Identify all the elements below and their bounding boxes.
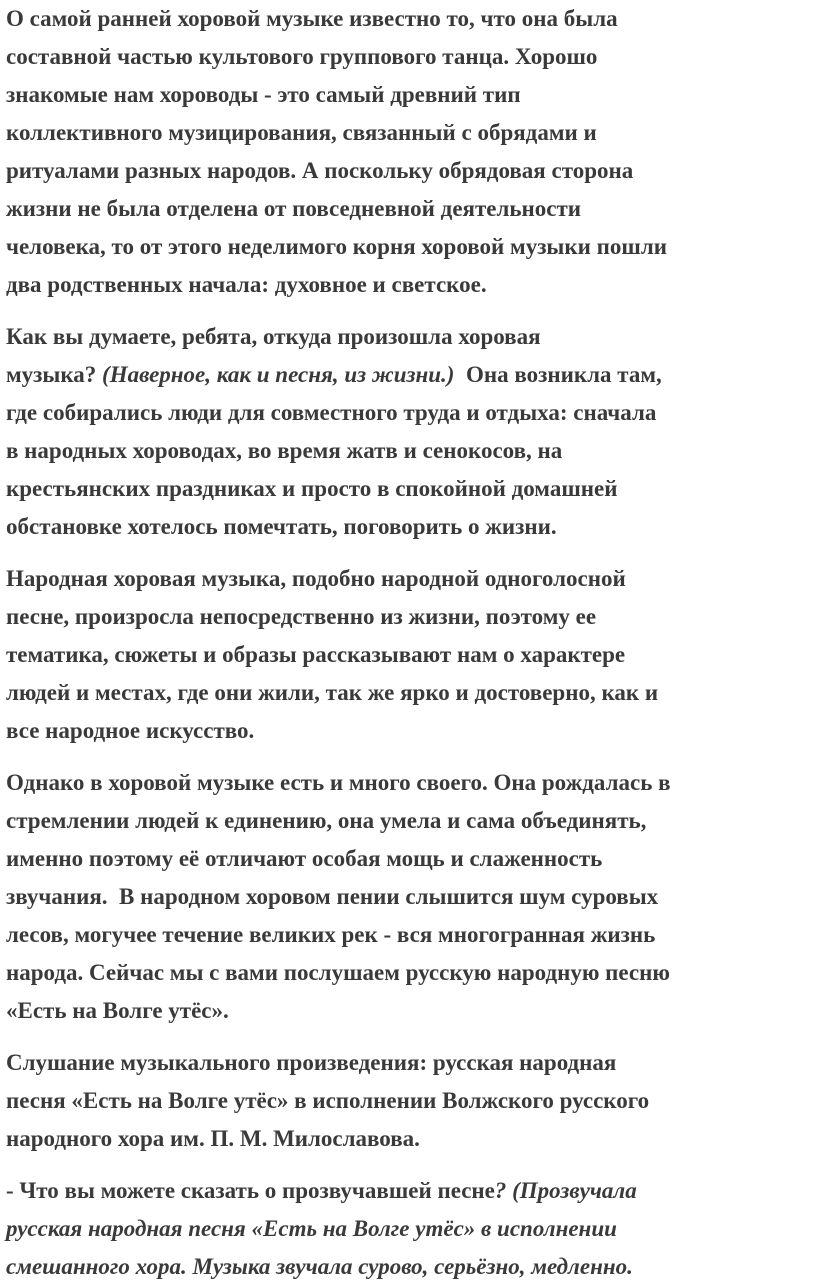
text-line: обстановке хотелось помечтать, поговорить о жизни. (6, 514, 557, 539)
text-line: Народная хоровая музыка, подобно народной одноголосной (6, 566, 626, 591)
paragraph-3 (6, 560, 812, 750)
text-line: людей и местах, где они жили, так же ярко и достоверно, как и (6, 680, 659, 705)
text-line: Слушание музыкального произведения: русская народная (6, 1050, 617, 1075)
text-line: звучания. В народном хоровом пении слышится шум суровых (6, 884, 659, 909)
italic-answer-line: смешанного хора. Музыка звучала сурово, серьёзно, медленно. (6, 1254, 633, 1279)
text-line: Как вы думаете, ребята, откуда произошла хоровая (6, 324, 541, 349)
text-line: знакомые нам хороводы - это самый древний тип (6, 82, 521, 107)
paragraph-6 (6, 1172, 812, 1286)
italic-answer-line: русская народная песня «Есть на Волге утёс» в исполнении (6, 1216, 617, 1241)
text-line: в народных хороводах, во время жатв и сенокосов, на (6, 438, 563, 463)
text-line: песне, произросла непосредственно из жизни, поэтому ее (6, 604, 597, 629)
text-line: «Есть на Волге утёс». (6, 998, 229, 1023)
text-line: составной частью культового группового танца. Хорошо (6, 44, 598, 69)
paragraph-1 (6, 0, 812, 304)
text-line: народа. Сейчас мы с вами послушаем русскую народную песню (6, 960, 670, 985)
text-line: два родственных начала: духовное и светское. (6, 272, 487, 297)
text-line-mixed (6, 356, 812, 394)
text-line: стремлении людей к единению, она умела и сама объединять, (6, 808, 647, 833)
text-line: лесов, могучее течение великих рек - вся многогранная жизнь (6, 922, 656, 947)
question-text: - Что вы можете сказать о прозвучавшей песне (6, 1178, 495, 1203)
text-line: тематика, сюжеты и образы рассказывают нам о характере (6, 642, 626, 667)
text-line-mixed (6, 1172, 812, 1210)
text-run: музыка? (6, 362, 103, 387)
paragraph-2 (6, 318, 812, 546)
text-line: О самой ранней хоровой музыке известно то, что она была (6, 6, 618, 31)
text-line: ритуалами разных народов. А поскольку обрядовая сторона (6, 158, 634, 183)
text-line: песня «Есть на Волге утёс» в исполнении Волжского русского (6, 1088, 650, 1113)
paragraph-4 (6, 764, 812, 1030)
text-line: именно поэтому её отличают особая мощь и слаженность (6, 846, 603, 871)
text-run: Она возникла там, (454, 362, 662, 387)
paragraph-5 (6, 1044, 812, 1158)
text-line: Однако в хоровой музыке есть и много своего. Она рождалась в (6, 770, 671, 795)
text-line: народного хора им. П. М. Милославова. (6, 1126, 420, 1151)
text-line: все народное искусство. (6, 718, 255, 743)
text-line: жизни не была отделена от повседневной деятельности (6, 196, 582, 221)
italic-answer: ? (Прозвучала (494, 1178, 637, 1203)
text-line: коллективного музицирования, связанный с обрядами и (6, 120, 597, 145)
text-line: человека, то от этого неделимого корня хоровой музыки пошли (6, 234, 667, 259)
text-line: крестьянских праздниках и просто в спокойной домашней (6, 476, 618, 501)
italic-answer: (Наверное, как и песня, из жизни.) (102, 362, 455, 387)
text-line: где собирались люди для совместного труда и отдыха: сначала (6, 400, 657, 425)
